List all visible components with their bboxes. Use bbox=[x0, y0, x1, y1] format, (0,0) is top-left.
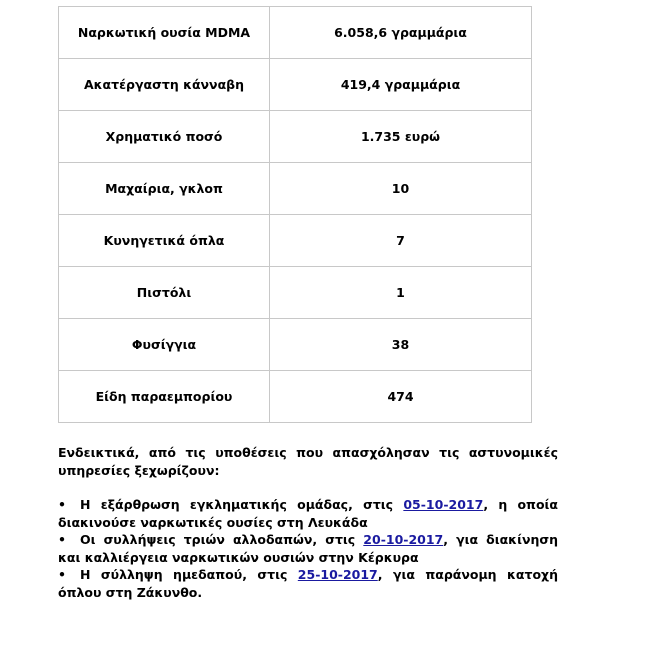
date-link[interactable]: 20-10-2017 bbox=[363, 532, 444, 547]
table-cell-item: Πιστόλι bbox=[59, 267, 270, 319]
table-cell-item: Μαχαίρια, γκλοπ bbox=[59, 163, 270, 215]
case-text-pre: Η εξάρθρωση εγκληματικής ομάδας, στις bbox=[80, 497, 404, 512]
article-text bbox=[58, 444, 558, 601]
date-link[interactable]: 05-10-2017 bbox=[403, 497, 484, 512]
table-cell-item: Είδη παραεμπορίου bbox=[59, 371, 270, 423]
table-cell-item: Ναρκωτική ουσία MDMA bbox=[59, 7, 270, 59]
table-row bbox=[59, 215, 532, 267]
seizures-table bbox=[58, 6, 532, 423]
bullet-icon: • bbox=[58, 532, 66, 547]
case-text-pre: Η σύλληψη ημεδαπού, στις bbox=[80, 567, 298, 582]
bullet-icon: • bbox=[58, 567, 66, 582]
table-cell-value: 38 bbox=[270, 319, 532, 371]
table-cell-item: Κυνηγετικά όπλα bbox=[59, 215, 270, 267]
table-cell-item: Φυσίγγια bbox=[59, 319, 270, 371]
table-cell-item: Χρηματικό ποσό bbox=[59, 111, 270, 163]
case-text-post: , για διακίνηση και καλλιέργεια ναρκωτικών ουσιών στην Κέρκυρα bbox=[58, 532, 558, 565]
intro-paragraph: Ενδεικτικά, από τις υποθέσεις που απασχόλησαν τις αστυνομικές υπηρεσίες ξεχωρίζουν: bbox=[58, 445, 558, 478]
table-row bbox=[59, 59, 532, 111]
table-row bbox=[59, 371, 532, 423]
table-cell-value: 474 bbox=[270, 371, 532, 423]
case-text-post: , η οποία διακινούσε ναρκωτικές ουσίες στη Λευκάδα bbox=[58, 497, 558, 530]
table-cell-value: 1.735 ευρώ bbox=[270, 111, 532, 163]
table-row bbox=[59, 319, 532, 371]
table-cell-value: 6.058,6 γραμμάρια bbox=[270, 7, 532, 59]
case-text-post: , για παράνομη κατοχή όπλου στη Ζάκυνθο. bbox=[58, 567, 558, 600]
bullet-icon: • bbox=[58, 497, 66, 512]
date-link[interactable]: 25-10-2017 bbox=[297, 567, 378, 582]
table-row bbox=[59, 163, 532, 215]
case-text-pre: Οι συλλήψεις τριών αλλοδαπών, στις bbox=[80, 532, 364, 547]
case-list bbox=[58, 496, 558, 601]
table-cell-item: Ακατέργαστη κάνναβη bbox=[59, 59, 270, 111]
list-item bbox=[58, 496, 558, 531]
table-row bbox=[59, 111, 532, 163]
table-cell-value: 1 bbox=[270, 267, 532, 319]
list-item bbox=[58, 531, 558, 566]
table-cell-value: 7 bbox=[270, 215, 532, 267]
list-item bbox=[58, 566, 558, 601]
table-cell-value: 419,4 γραμμάρια bbox=[270, 59, 532, 111]
table-row bbox=[59, 7, 532, 59]
table-row bbox=[59, 267, 532, 319]
table-cell-value: 10 bbox=[270, 163, 532, 215]
